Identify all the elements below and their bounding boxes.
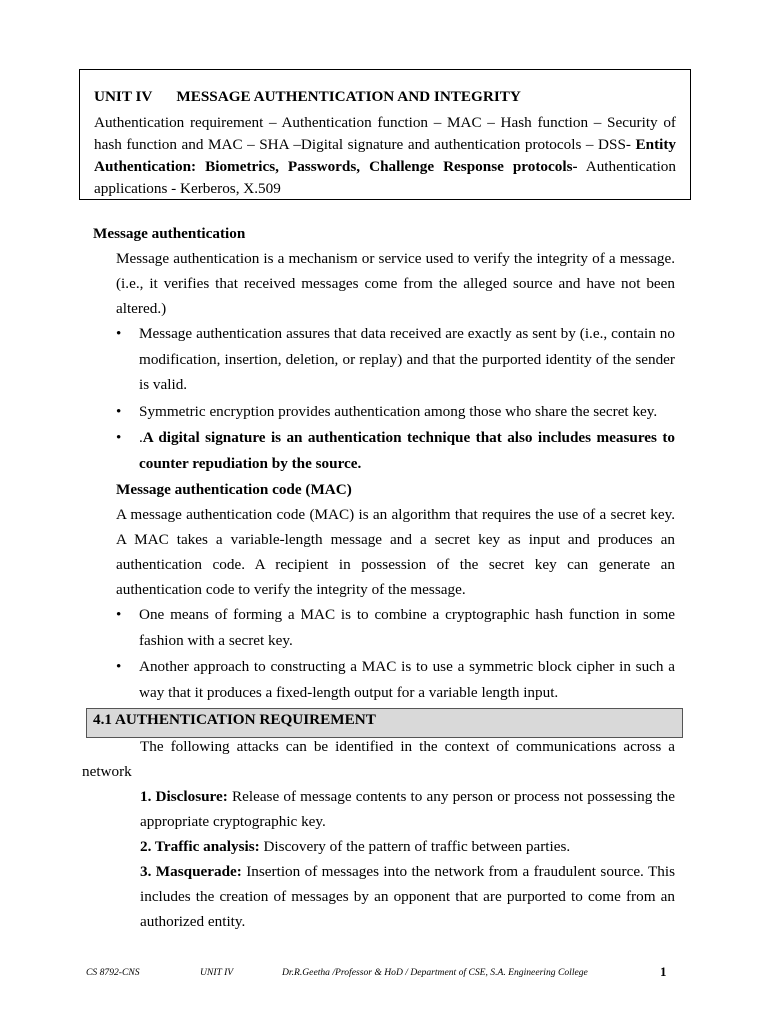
bullet-icon: • [116,606,122,623]
message-auth-definition: Message authentication is a mechanism or service used to verify the integrity of a message. (i.e., it verifies that received messages come from the alleged source and have not been altered.) [116,250,675,317]
attack-item [140,834,675,859]
syllabus-part2: Entity Authentication: Biometrics, Passwords, Challenge Response protocols- [94,136,677,175]
bullet-text: Another approach to constructing a MAC is to use a symmetric block cipher in such a way that it produces a fixed-length output for a variable length input. [139,658,675,701]
list-item [116,602,675,653]
unit-summary-box [79,69,691,200]
mac-definition: A message authentication code (MAC) is an algorithm that requires the use of a secret key. A MAC takes a variable-length message and a secret key as input and produces an authentication code. A recipient in possession of the secret key can generate an authentication code to verify the integrity of the message. [116,506,675,598]
mac-bullets [116,602,675,705]
footer-unit: UNIT IV [200,967,234,978]
bullet-icon: • [116,402,122,420]
list-item [116,425,675,476]
unit-label: UNIT IV [94,88,153,105]
message-auth-bullets [116,321,675,476]
attack-item [140,784,675,834]
list-item [116,654,675,705]
list-item [116,399,675,425]
bullet-text: Symmetric encryption provides authentication among those who share the secret key. [139,402,658,420]
section-41-intro: The following attacks can be identified in the context of communications across a network [82,738,675,780]
bullet-prefix: . [139,429,143,446]
bullet-text: Message authentication assures that data received are exactly as sent by (i.e., contain no modification, insertion, deletion, or replay) and that the purported identity of the sender is valid. [139,325,675,393]
section-41-heading: 4.1 AUTHENTICATION REQUIREMENT [93,711,376,728]
attack-label: 1. Disclosure: [140,788,228,805]
footer-course: CS 8792-CNS [86,967,140,978]
attack-text: Release of message contents to any person or process not possessing the appropriate cryptographic key. [140,788,675,830]
page-footer [86,964,675,982]
page-number: 1 [660,964,667,979]
bullet-text-bold: A digital signature is an authentication technique that also includes measures to counter repudiation by the source. [139,429,675,472]
bullet-text: One means of forming a MAC is to combine a cryptographic hash function in some fashion with a secret key. [139,606,675,649]
unit-title [94,86,676,108]
bullet-icon: • [116,325,122,342]
attack-label: 3. Masquerade: [140,863,242,880]
footer-author: Dr.R.Geetha /Professor & HoD / Department of CSE, S.A. Engineering College [282,967,588,978]
list-item [116,321,675,398]
syllabus-part1: Authentication requirement – Authentication function – MAC – Hash function – Security of hash function and MAC – SHA –Digital signature and authentication protocols – DSS- [94,114,676,153]
bullet-icon: • [116,429,122,446]
attack-text: Insertion of messages into the network from a fraudulent source. This includes the creation of messages by an opponent that are purported to come from an authorized entity. [140,863,675,930]
section-41-content [82,734,675,934]
attack-label: 2. Traffic analysis: [140,838,260,855]
unit-syllabus [94,112,676,200]
bullet-icon: • [116,658,122,675]
mac-heading: Message authentication code (MAC) [116,481,352,498]
attack-text: Discovery of the pattern of traffic between parties. [259,838,571,855]
syllabus-part3: Authentication applications - Kerberos, X.509 [94,158,676,197]
message-auth-heading: Message authentication [93,225,246,242]
attack-item [140,859,675,934]
unit-title-text: MESSAGE AUTHENTICATION AND INTEGRITY [176,88,521,105]
main-content [93,221,675,706]
